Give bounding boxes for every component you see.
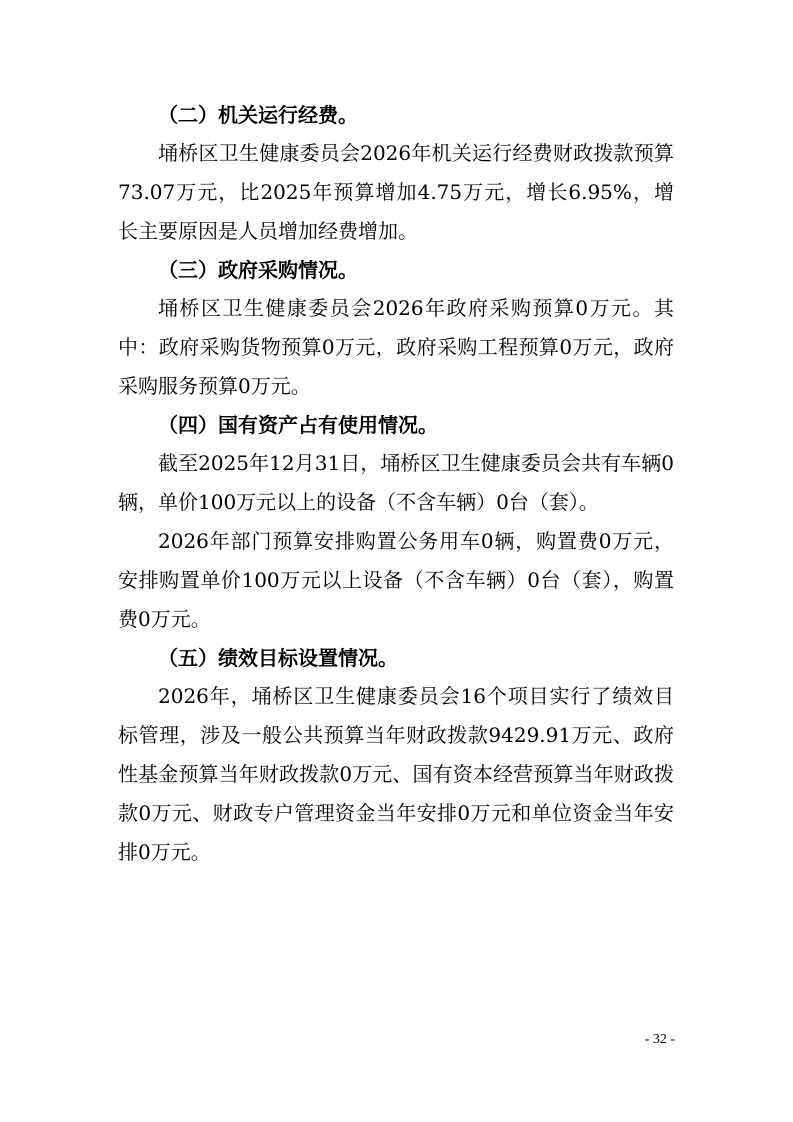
paragraph-government-procurement: 埇桥区卫生健康委员会2026年政府采购预算0万元。其中：政府采购货物预算0万元，政府采购工程预算0万元，政府采购服务预算0万元。 <box>118 296 674 398</box>
page-number: - 32 - <box>644 1032 675 1047</box>
paragraph-state-assets-vehicles: 截至2025年12月31日，埇桥区卫生健康委员会共有车辆0辆，单价100万元以上的设备（不含车辆）0台（套）。 <box>118 451 674 514</box>
paragraph-performance-targets: 2026年，埇桥区卫生健康委员会16个项目实行了绩效目标管理，涉及一般公共预算当年财政拨款9429.91万元、政府性基金预算当年财政拨款0万元、国有资本经营预算当年财政拨款0万元、财政专户管理资金当年安排0万元和单位资金当年安排0万元。 <box>118 684 674 864</box>
paragraph-operating-expenses: 埇桥区卫生健康委员会2026年机关运行经费财政拨款预算73.07万元，比2025年预算增加4.75万元，增长6.95%，增长主要原因是人员增加经费增加。 <box>118 141 674 243</box>
section-heading-state-assets: （四）国有资产占有使用情况。 <box>158 413 438 437</box>
section-heading-operating-expenses: （二）机关运行经费。 <box>158 103 358 127</box>
section-heading-government-procurement: （三）政府采购情况。 <box>158 258 358 282</box>
paragraph-state-assets-purchases: 2026年部门预算安排购置公务用车0辆，购置费0万元，安排购置单价100万元以上设备（不含车辆）0台（套），购置费0万元。 <box>118 529 674 631</box>
document-body <box>118 96 674 872</box>
section-heading-performance-targets: （五）绩效目标设置情况。 <box>158 646 398 670</box>
